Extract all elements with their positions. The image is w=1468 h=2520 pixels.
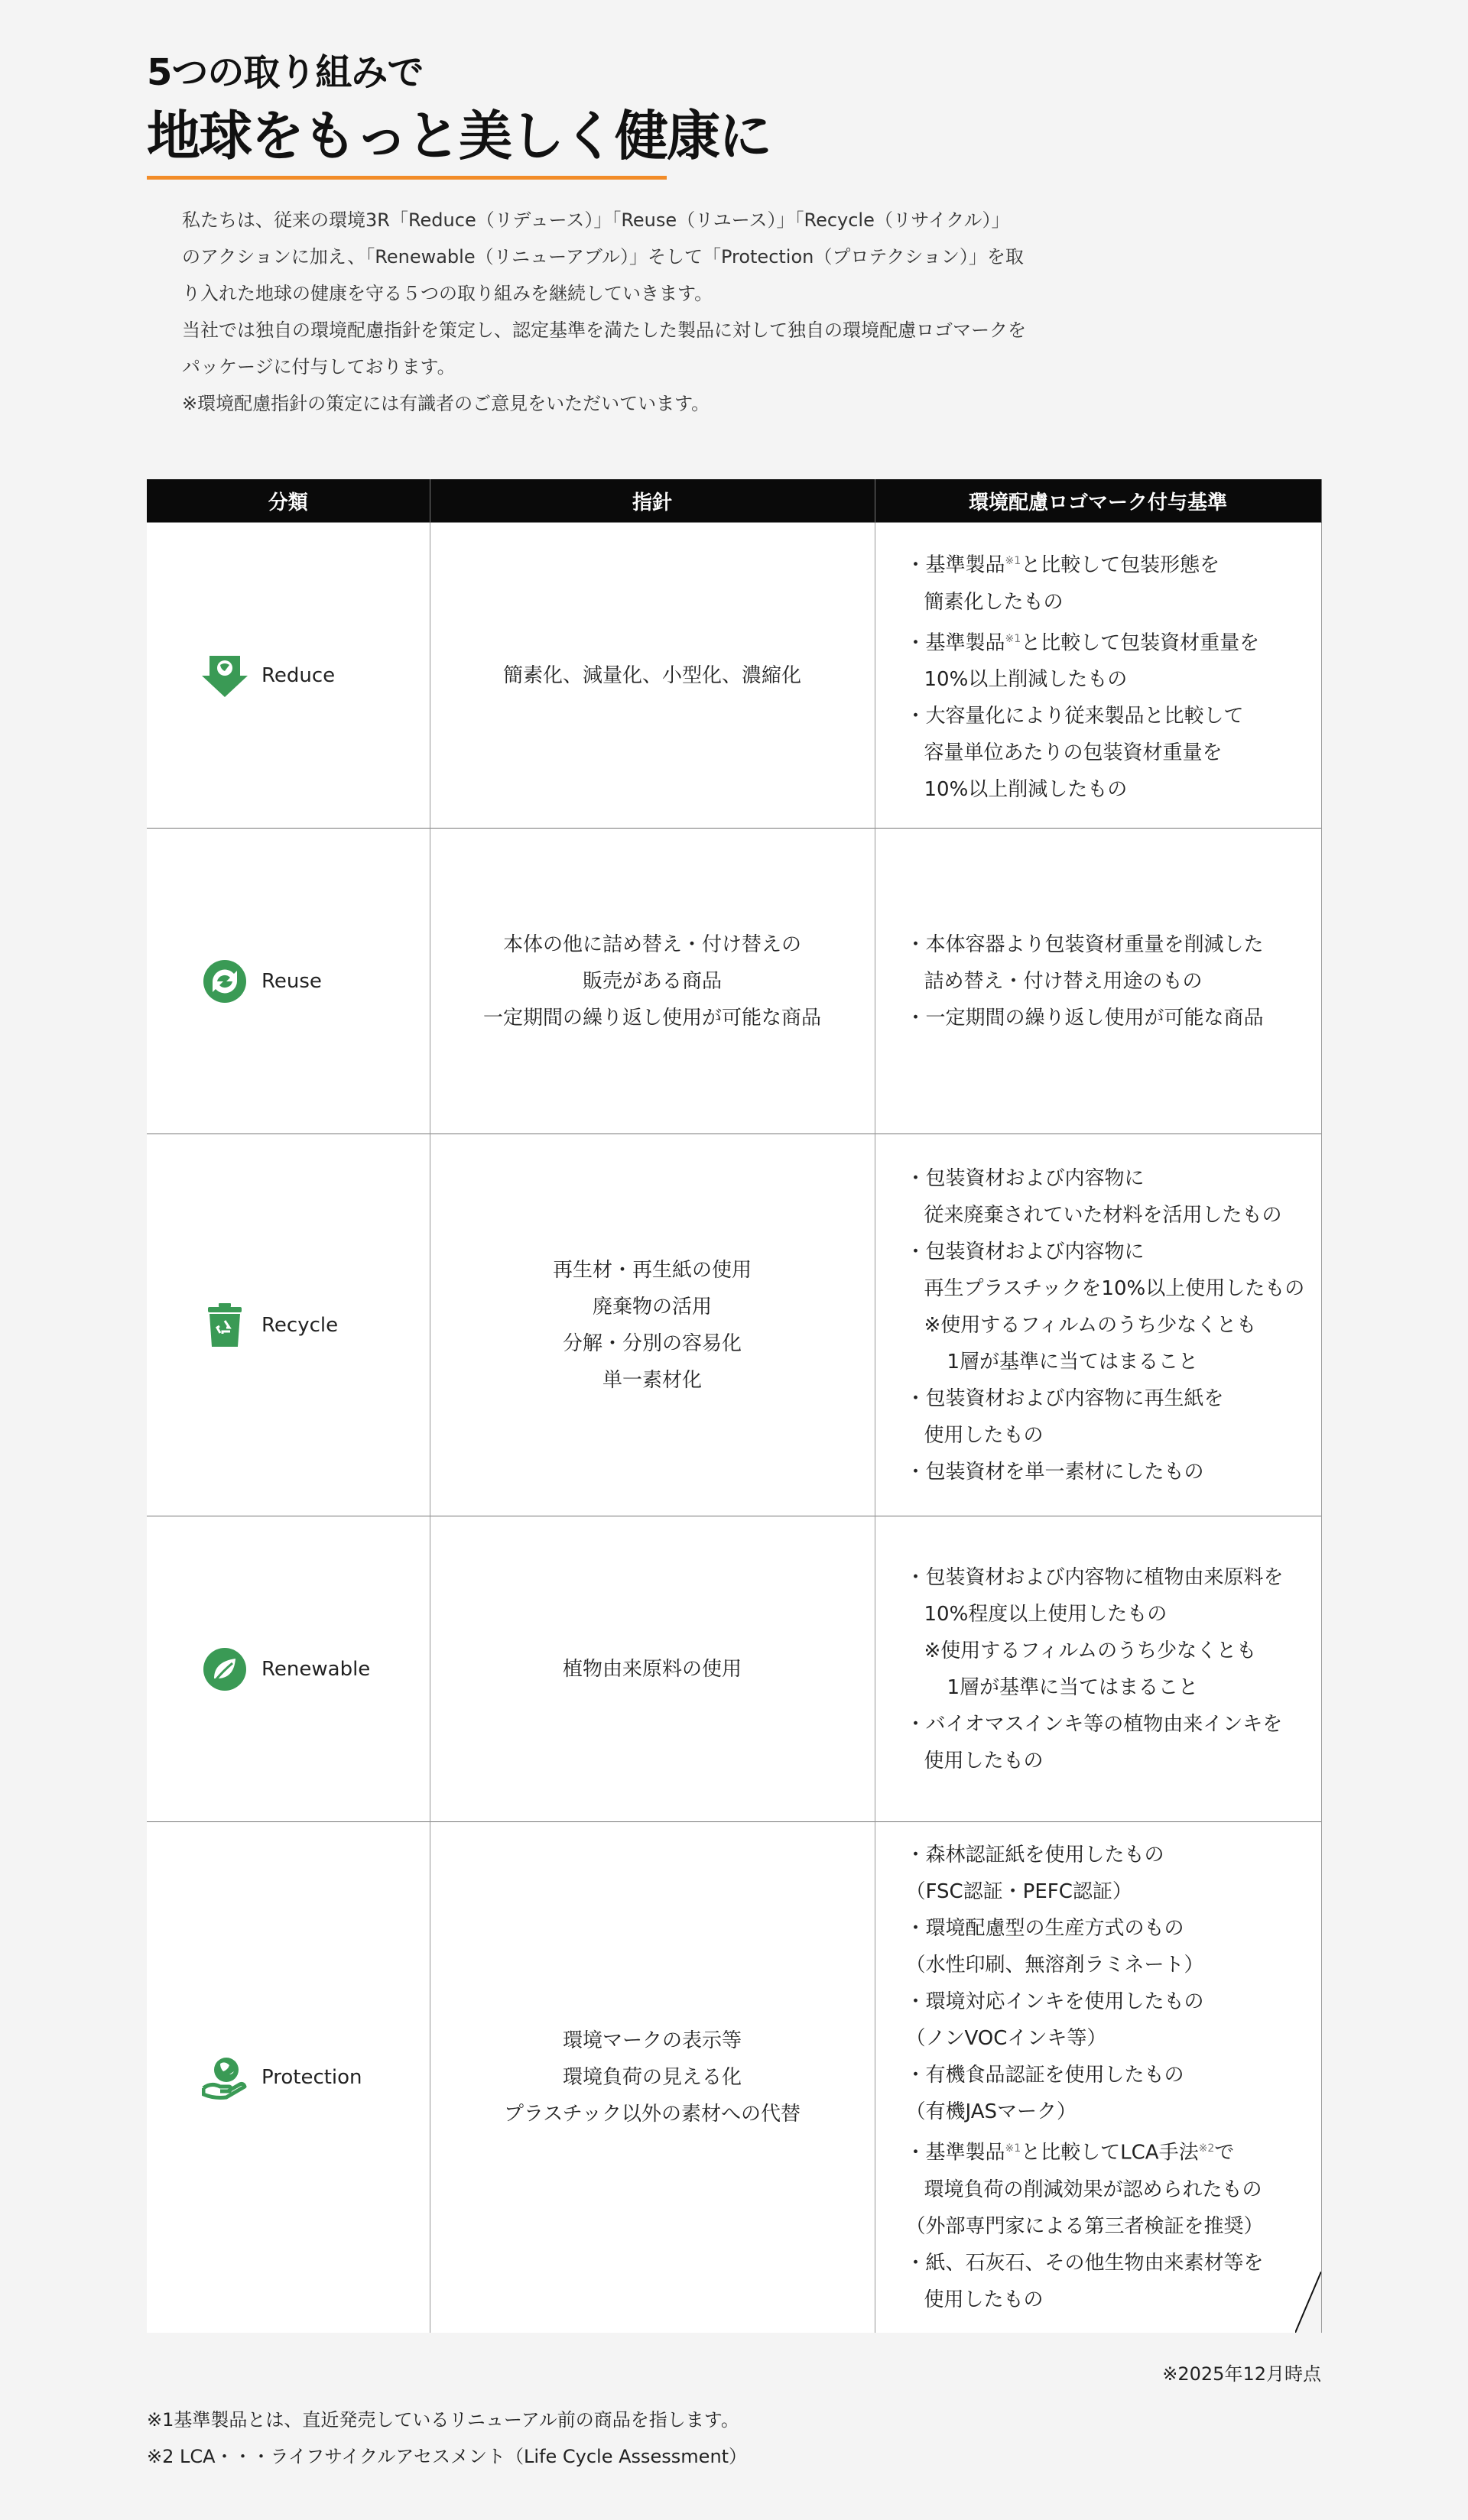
criteria-line: ・包装資材および内容物に	[905, 1240, 1145, 1263]
criteria-line: ・本体容器より包装資材重量を削減した	[905, 932, 1264, 956]
category-label: Reduce	[261, 663, 336, 687]
criteria-line: ・環境配慮型の生産方式のもの	[905, 1916, 1184, 1940]
table-row	[147, 1516, 1321, 1822]
criteria-table-frame	[147, 479, 1321, 2333]
criteria-line: 詰め替え・付け替え用途のもの	[924, 969, 1203, 993]
renewable-leaf-icon	[202, 1646, 248, 1692]
protection-hand-globe-icon	[202, 2055, 248, 2100]
guideline-line: 植物由来原料の使用	[562, 1657, 742, 1681]
criteria-line: 使用したもの	[924, 1423, 1044, 1447]
reuse-cycle-icon	[202, 958, 248, 1004]
criteria-line: 1層が基準に当てはまること	[947, 1350, 1199, 1374]
title-underline	[147, 176, 667, 180]
table-row	[147, 1822, 1321, 2333]
criteria-line: 容量単位あたりの包装資材重量を	[924, 741, 1223, 765]
criteria-line: ・有機食品認証を使用したもの	[905, 2063, 1184, 2087]
criteria-line: 簡素化したもの	[924, 590, 1064, 614]
criteria-cell	[875, 1134, 1321, 1516]
guideline-cell	[430, 523, 875, 829]
guideline-line: 廃棄物の活用	[592, 1295, 712, 1318]
header-guideline: 指針	[430, 479, 875, 523]
guideline-line: 分解・分別の容易化	[562, 1331, 742, 1355]
criteria-line: ・包装資材および内容物に植物由来原料を	[905, 1565, 1284, 1589]
criteria-line: ・基準製品$^{※1}$と比較してLCA手法$^{※2}$で	[905, 2141, 1235, 2165]
criteria-line: 再生プラスチックを10%以上使用したもの	[924, 1276, 1305, 1300]
criteria-line: ・基準製品$^{※1}$と比較して包装資材重量を	[905, 631, 1260, 655]
criteria-line: ※使用するフィルムのうち少なくとも	[924, 1313, 1257, 1337]
criteria-cell	[875, 1516, 1321, 1822]
category-label: Renewable	[261, 1657, 371, 1681]
guideline-cell	[430, 1822, 875, 2333]
guideline-line: 簡素化、減量化、小型化、濃縮化	[502, 663, 801, 687]
criteria-line: ・環境対応インキを使用したもの	[905, 1990, 1204, 2013]
table-header-row	[147, 479, 1321, 523]
criteria-cell	[875, 829, 1321, 1134]
guideline-line: 単一素材化	[602, 1368, 702, 1392]
criteria-line: 1層が基準に当てはまること	[947, 1675, 1199, 1699]
category-cell	[147, 523, 430, 829]
criteria-line: （FSC認証・PEFC認証）	[905, 1879, 1132, 1903]
criteria-cell	[875, 1822, 1321, 2333]
intro-line: ※環境配慮指針の策定には有識者のご意見をいただいています。	[182, 393, 710, 414]
criteria-line: ・大容量化により従来製品と比較して	[905, 705, 1244, 728]
table-row	[147, 829, 1321, 1134]
criteria-line: 10%以上削減したもの	[924, 778, 1128, 802]
table-row	[147, 1134, 1321, 1516]
header-category: 分類	[147, 479, 430, 523]
category-cell	[147, 1134, 430, 1516]
guideline-line: 環境マークの表示等	[562, 2029, 742, 2052]
table-corner-fold	[1295, 2272, 1321, 2333]
header-criteria: 環境配慮ロゴマーク付与基準	[875, 479, 1321, 523]
criteria-table	[147, 479, 1322, 2333]
page-subtitle: 5つの取り組みで	[147, 51, 424, 94]
criteria-line: （外部専門家による第三者検証を推奨）	[905, 2214, 1264, 2238]
date-note: ※2025年12月時点	[1162, 2363, 1321, 2385]
guideline-line: 再生材・再生紙の使用	[552, 1258, 752, 1282]
guideline-cell	[430, 1134, 875, 1516]
criteria-line: 10%以上削減したもの	[924, 668, 1128, 692]
guideline-line: プラスチック以外の素材への代替	[504, 2102, 801, 2126]
criteria-line: ・紙、石灰石、その他生物由来素材等を	[905, 2251, 1264, 2275]
page-title: 地球をもっと美しく健康に	[147, 105, 771, 167]
guideline-line: 販売がある商品	[582, 969, 722, 993]
category-cell	[147, 1516, 430, 1822]
criteria-line: （ノンVOCインキ等）	[905, 2026, 1107, 2050]
guideline-line: 一定期間の繰り返し使用が可能な商品	[482, 1006, 821, 1030]
criteria-line: ・基準製品$^{※1}$と比較して包装形態を	[905, 553, 1220, 577]
criteria-line: （水性印刷、無溶剤ラミネート）	[905, 1953, 1204, 1977]
criteria-line: 従来廃棄されていた材料を活用したもの	[924, 1203, 1282, 1227]
criteria-line: ・包装資材および内容物に	[905, 1166, 1145, 1190]
intro-line: 私たちは、従来の環境3R「Reduce（リデュース）」「Reuse（リユース）」「Recycle（リサイクル）」	[182, 209, 1010, 231]
criteria-line: 10%程度以上使用したもの	[924, 1602, 1168, 1626]
criteria-line: ・バイオマスインキ等の植物由来インキを	[905, 1712, 1283, 1736]
category-label: Protection	[261, 2065, 362, 2089]
criteria-line: 使用したもの	[924, 1749, 1044, 1772]
category-label: Recycle	[261, 1313, 339, 1337]
intro-line: パッケージに付与しております。	[182, 356, 456, 378]
category-cell	[147, 1822, 430, 2333]
criteria-line: ※使用するフィルムのうち少なくとも	[924, 1639, 1257, 1662]
criteria-cell	[875, 523, 1321, 829]
criteria-line: 使用したもの	[924, 2288, 1044, 2311]
intro-line: り入れた地球の健康を守る５つの取り組みを継続していきます。	[182, 283, 713, 304]
category-cell	[147, 829, 430, 1134]
guideline-line: 本体の他に詰め替え・付け替えの	[502, 932, 801, 956]
criteria-line: ・包装資材を単一素材にしたもの	[905, 1460, 1204, 1484]
guideline-line: 環境負荷の見える化	[562, 2065, 742, 2089]
criteria-line: （有機JASマーク）	[905, 2100, 1077, 2123]
guideline-cell	[430, 1516, 875, 1822]
table-row	[147, 523, 1321, 829]
criteria-line: ・包装資材および内容物に再生紙を	[905, 1386, 1224, 1410]
criteria-line: ・一定期間の繰り返し使用が可能な商品	[905, 1006, 1264, 1030]
footnote: ※2 LCA・・・ライフサイクルアセスメント（Life Cycle Assessment）	[147, 2446, 748, 2467]
footnotes	[147, 2402, 747, 2475]
category-label: Reuse	[261, 969, 322, 993]
intro-line: のアクションに加え、「Renewable（リニューアブル）」そして「Protection（プロテクション）」を取	[182, 246, 1024, 268]
reduce-arrow-icon	[202, 653, 248, 699]
footnote: ※1基準製品とは、直近発売しているリニューアル前の商品を指します。	[147, 2409, 739, 2431]
criteria-line: ・森林認証紙を使用したもの	[905, 1843, 1164, 1866]
guideline-cell	[430, 829, 875, 1134]
intro-text	[182, 202, 1145, 422]
recycle-bin-icon	[202, 1302, 248, 1348]
intro-line: 当社では独自の環境配慮指針を策定し、認定基準を満たした製品に対して独自の環境配慮ロゴマークを	[182, 319, 1026, 341]
criteria-line: 環境負荷の削減効果が認められたもの	[924, 2178, 1262, 2201]
